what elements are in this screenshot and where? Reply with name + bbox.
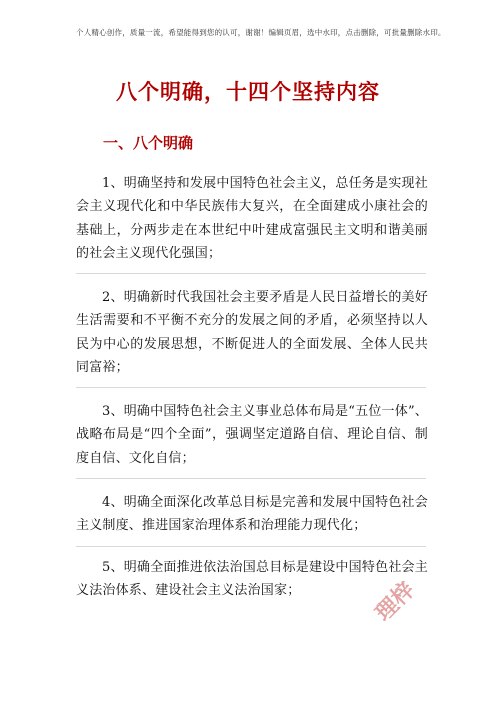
header-note: 个人精心创作，质量一流，希望能得到您的认可，谢谢！编辑页眉，选中水印，点击删除，可批量删除水印。 [76,28,446,37]
paragraph-4: 4、明确全面深化改革总目标是完善和发展中国特色社会主义制度、推进国家治理体系和治理能力现代化； [76,495,428,534]
paragraph-2: 2、明确新时代我国社会主要矛盾是人民日益增长的美好生活需要和不平衡不充分的发展之间的矛盾，必须坚持以人民为中心的发展思想，不断促进人的全面发展、全体人民共同富裕； [76,290,428,375]
paragraph-3: 3、明确中国特色社会主义事业总体布局是“五位一体”、战略布局是“四个全面”，强调坚定道路自信、理论自信、制度自信、文化自信； [76,404,428,466]
section-heading: 一、八个明确 [103,134,194,152]
paragraph-1: 1、明确坚持和发展中国特色社会主义，总任务是实现社会主义现代化和中华民族伟大复兴，在全面建成小康社会的基础上，分两步走在本世纪中叶建成富强民主文明和谐美丽的社会主义现代化强国； [76,176,428,261]
paragraph-separator [76,273,426,274]
paragraph-separator [76,387,426,388]
paragraph-separator [76,478,426,479]
document-title: 八个明确，十四个坚持内容 [116,80,380,104]
paragraph-5: 5、明确全面推进依法治国总目标是建设中国特色社会主义法治体系、建设社会主义法治国家； [76,560,428,599]
watermark: 理梓 [371,577,420,627]
paragraph-separator [76,546,426,547]
